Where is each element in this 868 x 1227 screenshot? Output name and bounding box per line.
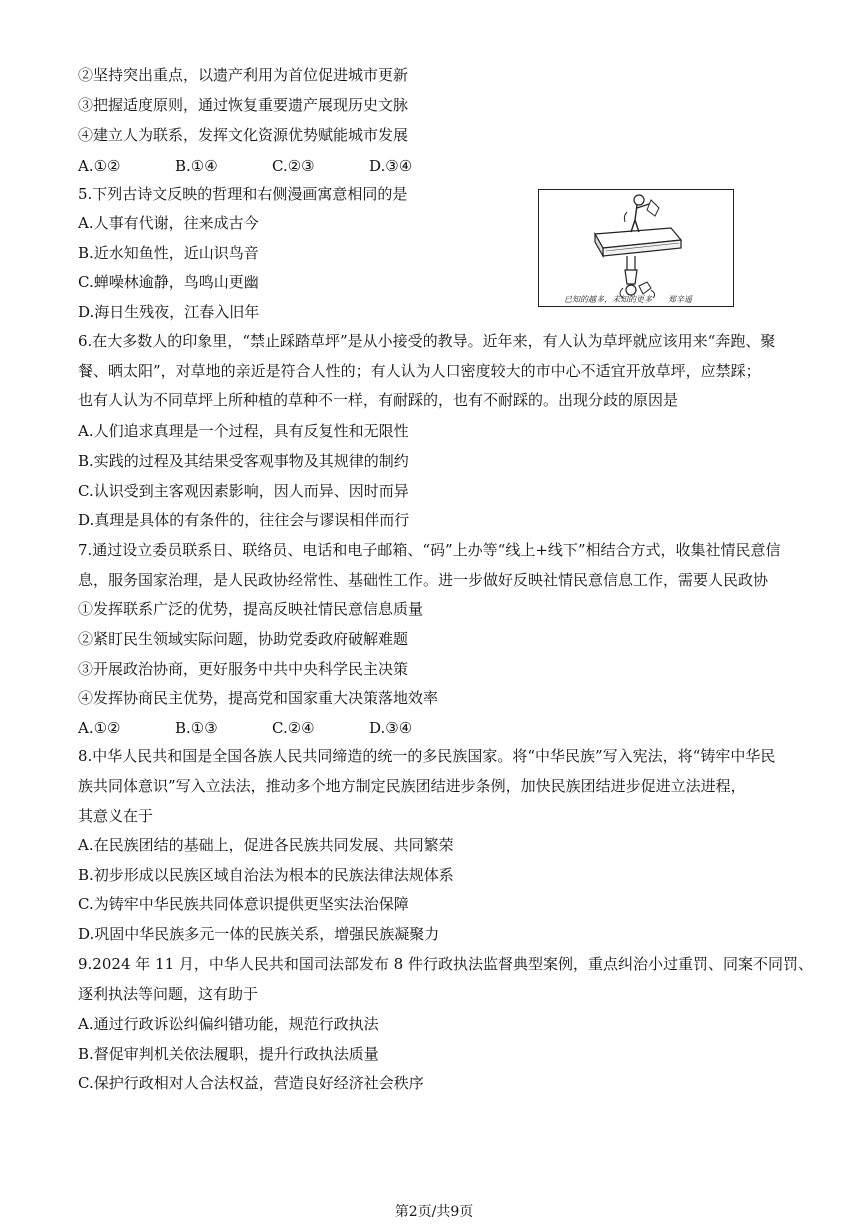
q6-stem-line-3: 也有人认为不同草坪上所种植的草种不一样，有耐踩的，也有不耐踩的。出现分歧的原因是 [78,391,679,409]
q8-option-d: D.巩固中华民族多元一体的民族关系，增强民族凝聚力 [78,925,440,943]
q4-option-c: C.②③ [272,157,315,175]
q7-statement-4: ④发挥协商民主优势，提高党和国家重大决策落地效率 [78,689,439,707]
q6-option-a: A.人们追求真理是一个过程，具有反复性和无限性 [78,422,409,440]
q9-stem-line-2: 逐利执法等问题，这有助于 [78,985,259,1003]
q5-stem: 5.下列古诗文反映的哲理和右侧漫画寓意相同的是 [78,185,408,203]
q6-stem-line-2: 餐、晒太阳”，对草地的亲近是符合人性的；有人认为人口密度较大的市中心不适宜开放草坪，应禁踩； [78,362,761,380]
cartoon-drawing [539,190,735,308]
q4-option-a: A.①② [78,157,121,175]
q7-stem-line-1: 7.通过设立委员联系日、联络员、电话和电子邮箱、“码”上办等“线上+线下”相结合方式，收集社情民意信 [78,541,781,559]
q8-option-b: B.初步形成以民族区域自治法为根本的民族法律法规体系 [78,866,454,884]
cartoon-caption: 已知的越多，未知的更多 郑辛遥 [564,295,692,304]
q5-option-a: A.人事有代谢，往来成古今 [78,214,259,232]
q8-stem-line-1: 8.中华人民共和国是全国各族人民共同缔造的统一的多民族国家。将“中华民族”写入宪法，将“铸牢中华民 [78,747,776,765]
q9-option-a: A.通过行政诉讼纠偏纠错功能，规范行政执法 [78,1015,379,1033]
q9-option-c: C.保护行政相对人合法权益，营造良好经济社会秩序 [78,1074,424,1092]
q4-option-d: D.③④ [369,157,413,175]
q7-statement-2: ②紧盯民生领域实际问题，协助党委政府破解难题 [78,630,409,648]
q6-option-b: B.实践的过程及其结果受客观事物及其规律的制约 [78,452,409,470]
q9-option-b: B.督促审判机关依法履职，提升行政执法质量 [78,1045,379,1063]
q8-option-a: A.在民族团结的基础上，促进各民族共同发展、共同繁荣 [78,836,454,854]
q5-option-d: D.海日生残夜，江春入旧年 [78,303,260,321]
q6-option-d: D.真理是具体的有条件的，往往会与谬误相伴而行 [78,511,410,529]
q4-statement-4: ④建立人为联系，发挥文化资源优势赋能城市发展 [78,126,409,144]
q7-stem-line-2: 息，服务国家治理，是人民政协经常性、基础性工作。进一步做好反映社情民意信息工作，需要人民政协 [78,571,769,589]
q4-options [78,156,466,176]
q6-option-c: C.认识受到主客观因素影响，因人而异、因时而异 [78,482,409,500]
q7-option-d: D.③④ [369,719,413,737]
page-number-footer: 第2页/共9页 [394,1204,474,1220]
q9-stem-line-1: 9.2024 年 11 月，中华人民共和国司法部发布 8 件行政执法监督典型案例，重点纠治小过重罚、同案不同罚、 [78,955,813,973]
q7-option-a: A.①② [78,719,121,737]
q8-stem-line-2: 族共同体意识”写入立法法，推动多个地方制定民族团结进步条例，加快民族团结进步促进立法进程， [78,777,746,795]
q4-statement-3: ③把握适度原则，通过恢复重要遗产展现历史文脉 [78,96,409,114]
q4-statement-2: ②坚持突出重点，以遗产利用为首位促进城市更新 [78,66,409,84]
cartoon-illustration [538,189,734,307]
q5-option-c: C.蝉噪林逾静，鸟鸣山更幽 [78,273,259,291]
q7-statement-3: ③开展政治协商，更好服务中共中央科学民主决策 [78,660,409,678]
q7-option-c: C.②④ [272,719,315,737]
q5-option-b: B.近水知鱼性，近山识鸟音 [78,244,259,262]
q6-stem-line-1: 6.在大多数人的印象里，“禁止踩踏草坪”是从小接受的教导。近年来，有人认为草坪就应该用来“奔跑、聚 [78,332,776,350]
q4-option-b: B.①④ [175,157,218,175]
q7-statement-1: ①发挥联系广泛的优势，提高反映社情民意信息质量 [78,600,424,618]
q8-option-c: C.为铸牢中华民族共同体意识提供更坚实法治保障 [78,895,409,913]
q7-option-b: B.①③ [175,719,218,737]
q8-stem-line-3: 其意义在于 [78,807,154,825]
q7-options [78,718,466,738]
